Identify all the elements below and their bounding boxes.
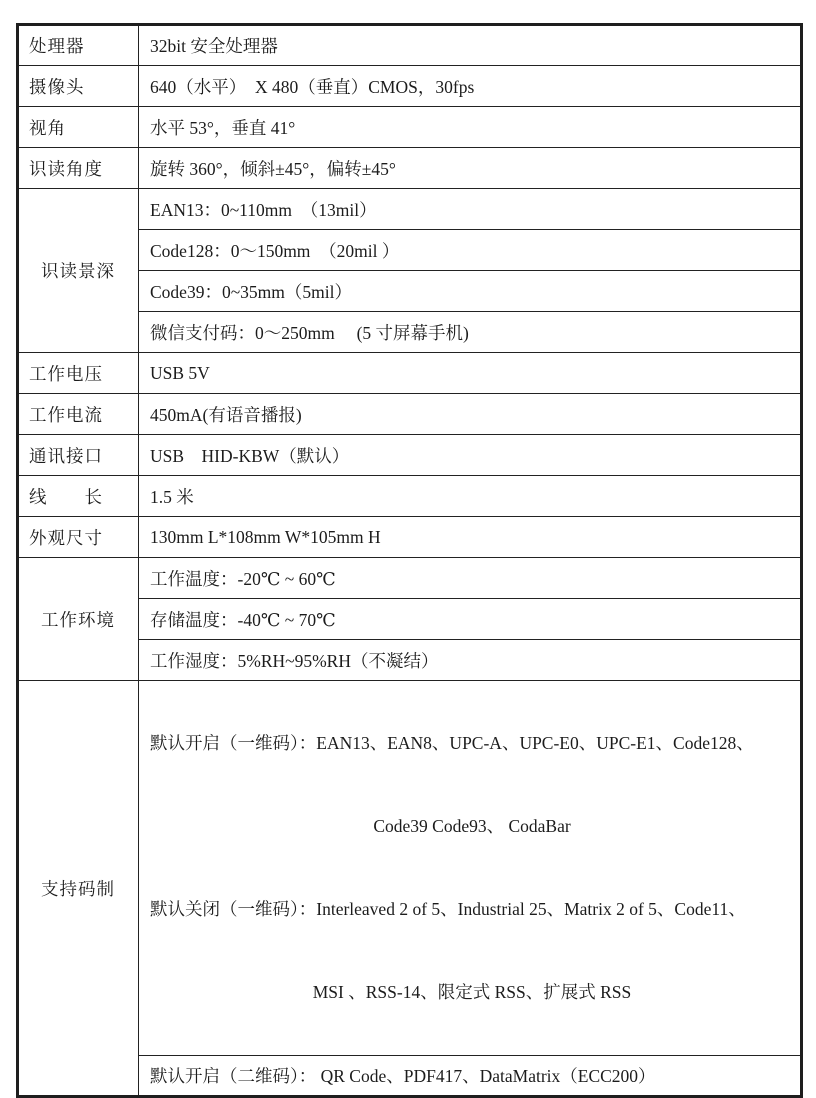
table-row-camera xyxy=(18,66,802,107)
spec-value-depth-code128: Code128：0～150mm （20mil ） xyxy=(139,230,802,271)
spec-label-current: 工作电流 xyxy=(18,394,139,435)
spec-label-voltage: 工作电压 xyxy=(18,353,139,394)
spec-value-camera: 640（水平） X 480（垂直）CMOS，30fps xyxy=(139,66,802,107)
spec-value-humidity: 工作湿度：5%RH~95%RH（不凝结） xyxy=(139,640,802,681)
spec-label-view-angle: 视角 xyxy=(18,107,139,148)
spec-label-read-angle: 识读角度 xyxy=(18,148,139,189)
spec-value-view-angle: 水平 53°，垂直 41° xyxy=(139,107,802,148)
spec-value-depth-ean13: EAN13：0~110mm （13mil） xyxy=(139,189,802,230)
spec-value-storage-temp: 存储温度：-40℃ ~ 70℃ xyxy=(139,599,802,640)
spec-value-symbologies-2d: 默认开启（二维码）： QR Code、PDF417、DataMatrix（ECC200） xyxy=(139,1056,802,1097)
spec-value-working-temp: 工作温度：-20℃ ~ 60℃ xyxy=(139,558,802,599)
spec-label-camera: 摄像头 xyxy=(18,66,139,107)
table-row-voltage xyxy=(18,353,802,394)
spec-value-voltage: USB 5V xyxy=(139,353,802,394)
spec-value-processor: 32bit 安全处理器 xyxy=(139,25,802,66)
symbology-1d-disabled-line1: 默认关闭（一维码）：Interleaved 2 of 5、Industrial 25、Matrix 2 of 5、Code11、 xyxy=(150,899,746,919)
spec-value-symbologies-1d xyxy=(139,681,802,1056)
spec-label-cable-length: 线 长 xyxy=(18,476,139,517)
symbology-1d-enabled-line2: Code39 Code93、 CodaBar xyxy=(373,816,571,836)
table-row-cable-length xyxy=(18,476,802,517)
table-row-view-angle xyxy=(18,107,802,148)
symbology-1d-disabled-line2: MSI 、RSS-14、限定式 RSS、扩展式 RSS xyxy=(312,982,632,1002)
table-row-current xyxy=(18,394,802,435)
table-row-depth-ean13 xyxy=(18,189,802,230)
spec-label-depth-of-field: 识读景深 xyxy=(18,189,139,353)
symbology-1d-enabled-line1: 默认开启（一维码）：EAN13、EAN8、UPC-A、UPC-E0、UPC-E1、Code128、 xyxy=(150,733,754,753)
table-row-read-angle xyxy=(18,148,802,189)
spec-label-interface: 通讯接口 xyxy=(18,435,139,476)
table-row-dimensions xyxy=(18,517,802,558)
spec-value-depth-wechat: 微信支付码：0～250mm (5 寸屏幕手机) xyxy=(139,312,802,353)
spec-label-dimensions: 外观尺寸 xyxy=(18,517,139,558)
spec-value-dimensions: 130mm L*108mm W*105mm H xyxy=(139,517,802,558)
table-row-env-working-temp xyxy=(18,558,802,599)
spec-label-environment: 工作环境 xyxy=(18,558,139,681)
table-row-processor xyxy=(18,25,802,66)
spec-value-interface: USB HID-KBW（默认） xyxy=(139,435,802,476)
spec-label-processor: 处理器 xyxy=(18,25,139,66)
spec-value-depth-code39: Code39：0~35mm（5mil） xyxy=(139,271,802,312)
spec-value-cable-length: 1.5 米 xyxy=(139,476,802,517)
table-row-symbology-1d xyxy=(18,681,802,1056)
spec-value-read-angle: 旋转 360°，倾斜±45°，偏转±45° xyxy=(139,148,802,189)
table-row-interface xyxy=(18,435,802,476)
spec-label-symbologies: 支持码制 xyxy=(18,681,139,1097)
spec-value-current: 450mA(有语音播报) xyxy=(139,394,802,435)
spec-table xyxy=(16,23,803,1098)
